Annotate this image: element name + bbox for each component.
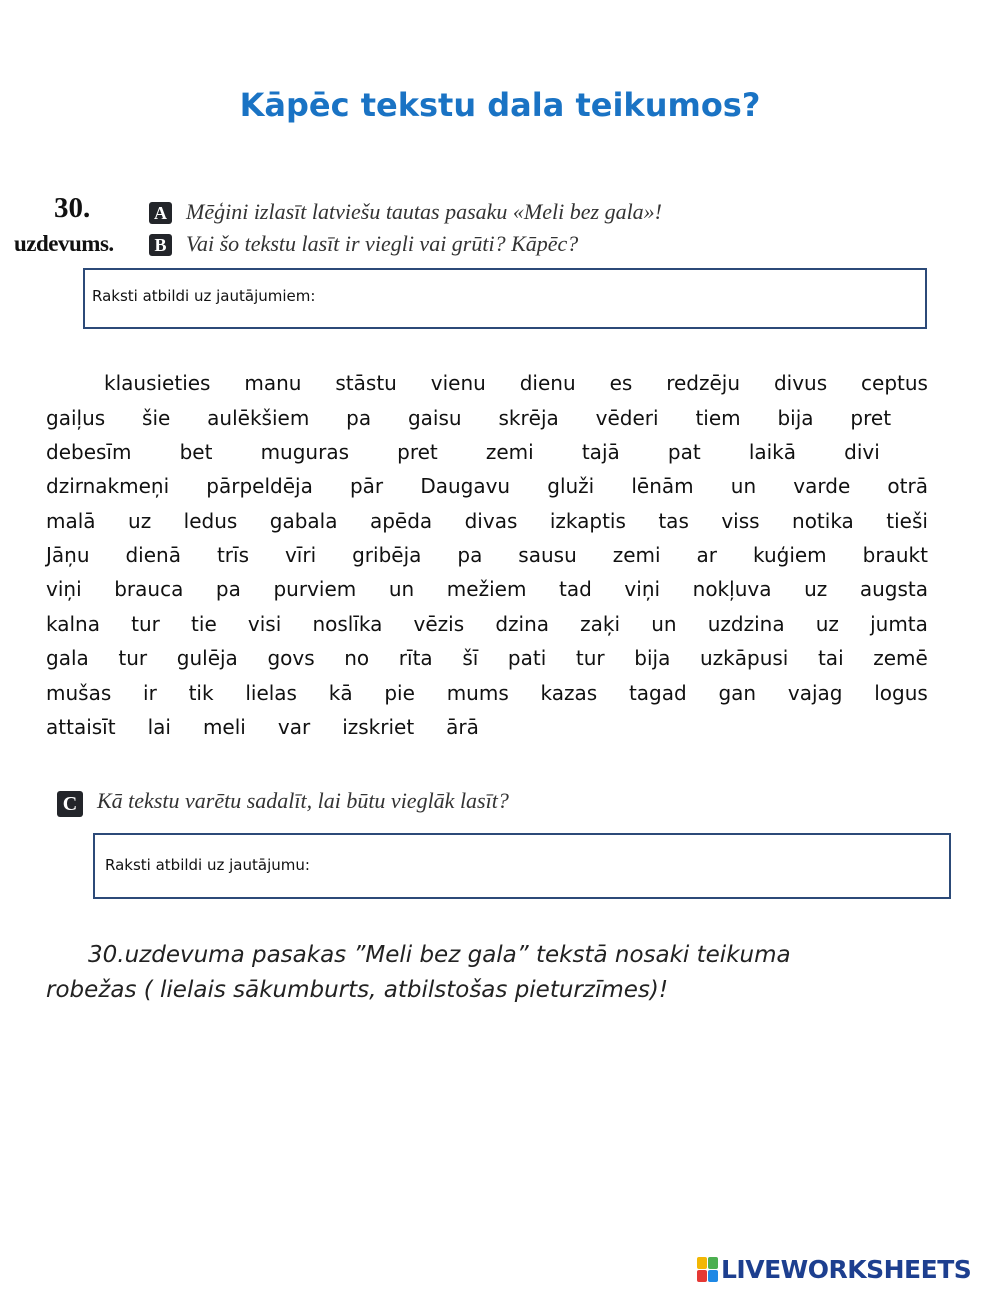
story-word: pret	[850, 406, 892, 430]
story-word: purviem	[273, 577, 357, 601]
story-word: uzdzina	[707, 612, 785, 636]
story-line	[46, 575, 928, 603]
story-word: Daugavu	[420, 474, 511, 498]
story-word: bija	[777, 406, 814, 430]
story-word: govs	[267, 646, 315, 670]
story-word: no	[344, 646, 370, 670]
story-line	[46, 404, 928, 432]
task-label: uzdevums.	[14, 231, 114, 256]
story-word: lēnām	[631, 474, 694, 498]
story-word: vajag	[787, 681, 843, 705]
story-line	[46, 610, 928, 638]
story-word: mežiem	[446, 577, 527, 601]
story-word: redzēju	[666, 371, 741, 395]
question-c: Kā tekstu varētu sadalīt, lai būtu vieglāk lasīt?	[97, 788, 509, 813]
answer-box-2-label: Raksti atbildi uz jautājumu:	[105, 856, 310, 874]
story-word: tad	[559, 577, 592, 601]
story-word: viņi	[624, 577, 661, 601]
badge-b: B	[149, 234, 172, 256]
story-word: un	[388, 577, 415, 601]
story-word: pār	[349, 474, 384, 498]
story-word: otrā	[887, 474, 928, 498]
story-word: tur	[118, 646, 148, 670]
story-word: zaķi	[580, 612, 621, 636]
story-word: rīta	[398, 646, 433, 670]
story-word: ar	[696, 543, 718, 567]
story-word: tik	[188, 681, 214, 705]
story-word: pārpeldēja	[206, 474, 313, 498]
story-word: aulēkšiem	[207, 406, 310, 430]
story-word: sausu	[518, 543, 577, 567]
story-word: tiem	[695, 406, 741, 430]
story-word: kā	[328, 681, 353, 705]
story-word: noslīka	[312, 612, 383, 636]
story-word: vēzis	[413, 612, 465, 636]
logo-text: LIVEWORKSHEETS	[721, 1255, 972, 1284]
story-word: pie	[384, 681, 415, 705]
badge-a: A	[149, 202, 172, 224]
instruction-text	[46, 938, 926, 1008]
story-word: brauca	[114, 577, 184, 601]
story-word: visi	[247, 612, 282, 636]
story-word: apēda	[369, 509, 433, 533]
story-word: tajā	[581, 440, 620, 464]
story-word: un	[730, 474, 757, 498]
answer-box-1[interactable]	[83, 268, 927, 329]
story-word: uz	[804, 577, 828, 601]
story-word: varde	[793, 474, 851, 498]
story-word: braukt	[862, 543, 928, 567]
story-word: bet	[179, 440, 213, 464]
story-word: ceptus	[861, 371, 928, 395]
story-word: notika	[792, 509, 854, 533]
story-word: gribēja	[352, 543, 422, 567]
logo-icon	[697, 1257, 718, 1282]
story-word: ir	[143, 681, 157, 705]
story-word: uz	[128, 509, 152, 533]
story-word: debesīm	[46, 440, 132, 464]
story-word: tur	[131, 612, 160, 636]
story-word: tagad	[628, 681, 687, 705]
story-word: dienu	[519, 371, 576, 395]
story-word: lai	[147, 715, 171, 739]
story-word: mušas	[46, 681, 112, 705]
task-number: 30.	[54, 192, 91, 224]
story-word: izkaptis	[549, 509, 626, 533]
story-line	[46, 644, 928, 672]
liveworksheets-logo	[697, 1255, 971, 1284]
story-word: zemi	[612, 543, 661, 567]
story-word: tie	[191, 612, 217, 636]
story-word: uzkāpusi	[699, 646, 789, 670]
story-word: pati	[507, 646, 547, 670]
story-word: skrēja	[498, 406, 559, 430]
story-word: gluži	[547, 474, 595, 498]
story-word: vienu	[430, 371, 486, 395]
story-word: meli	[202, 715, 246, 739]
story-word: uz	[815, 612, 839, 636]
story-word: pret	[397, 440, 438, 464]
story-word: tur	[575, 646, 605, 670]
story-word: laikā	[748, 440, 797, 464]
story-word: kalna	[46, 612, 100, 636]
story-word: muguras	[260, 440, 349, 464]
story-word: kuģiem	[752, 543, 827, 567]
story-word: dienā	[125, 543, 181, 567]
story-word: pa	[346, 406, 372, 430]
story-word: trīs	[216, 543, 249, 567]
story-word: divas	[464, 509, 518, 533]
story-word: mums	[446, 681, 509, 705]
story-word: pat	[667, 440, 701, 464]
story-word: augsta	[859, 577, 928, 601]
story-word: pa	[215, 577, 241, 601]
story-word: lielas	[245, 681, 297, 705]
story-word: gulēja	[176, 646, 238, 670]
story-word: var	[277, 715, 311, 739]
question-b: Vai šo tekstu lasīt ir viegli vai grūti? Kāpēc?	[186, 231, 579, 256]
story-word: stāstu	[335, 371, 397, 395]
story-word: viss	[721, 509, 760, 533]
story-word: vīri	[284, 543, 317, 567]
story-word: ledus	[183, 509, 238, 533]
story-line	[46, 679, 928, 707]
story-word: malā	[46, 509, 96, 533]
story-line	[46, 541, 928, 569]
story-word: gan	[718, 681, 757, 705]
story-word: jumta	[870, 612, 928, 636]
story-line	[46, 713, 928, 741]
badge-c: C	[57, 791, 83, 817]
story-word: divus	[773, 371, 828, 395]
story-word: zemē	[873, 646, 928, 670]
story-word: manu	[244, 371, 302, 395]
story-word: kazas	[540, 681, 598, 705]
story-word: tai	[817, 646, 844, 670]
story-line	[104, 369, 928, 397]
instruction-line-2: robežas ( lielais sākumburts, atbilstošas pieturzīmes)!	[46, 977, 669, 1003]
answer-box-1-label: Raksti atbildi uz jautājumiem:	[92, 287, 316, 305]
story-word: ārā	[446, 715, 479, 739]
story-line	[46, 438, 928, 466]
story-word: Jāņu	[46, 543, 90, 567]
story-word: zemi	[485, 440, 534, 464]
story-word: attaisīt	[46, 715, 116, 739]
instruction-line-1: 30.uzdevuma pasakas ”Meli bez gala” tekstā nosaki teikuma	[88, 942, 791, 968]
story-line	[46, 472, 928, 500]
story-word: vēderi	[595, 406, 659, 430]
story-word: dzina	[495, 612, 549, 636]
story-word: gabala	[269, 509, 338, 533]
story-word: bija	[634, 646, 671, 670]
story-word: divi	[844, 440, 880, 464]
story-word: gala	[46, 646, 89, 670]
story-word: nokļuva	[692, 577, 772, 601]
story-word: klausieties	[104, 371, 211, 395]
story-word: logus	[874, 681, 928, 705]
answer-box-2[interactable]	[93, 833, 951, 899]
page-title: Kāpēc tekstu dala teikumos?	[239, 86, 761, 124]
story-word: viņi	[46, 577, 82, 601]
story-word: tieši	[886, 509, 928, 533]
story-word: šie	[142, 406, 171, 430]
story-word: izskriet	[342, 715, 415, 739]
story-word: pa	[457, 543, 483, 567]
story-word: šī	[462, 646, 479, 670]
story-line	[46, 507, 928, 535]
story-word: un	[651, 612, 677, 636]
story-word: gaiļus	[46, 406, 106, 430]
story-word: dzirnakmeņi	[46, 474, 170, 498]
story-word: tas	[658, 509, 689, 533]
story-word: gaisu	[407, 406, 462, 430]
question-a: Mēģini izlasīt latviešu tautas pasaku «Meli bez gala»!	[186, 199, 663, 224]
story-word: es	[609, 371, 633, 395]
